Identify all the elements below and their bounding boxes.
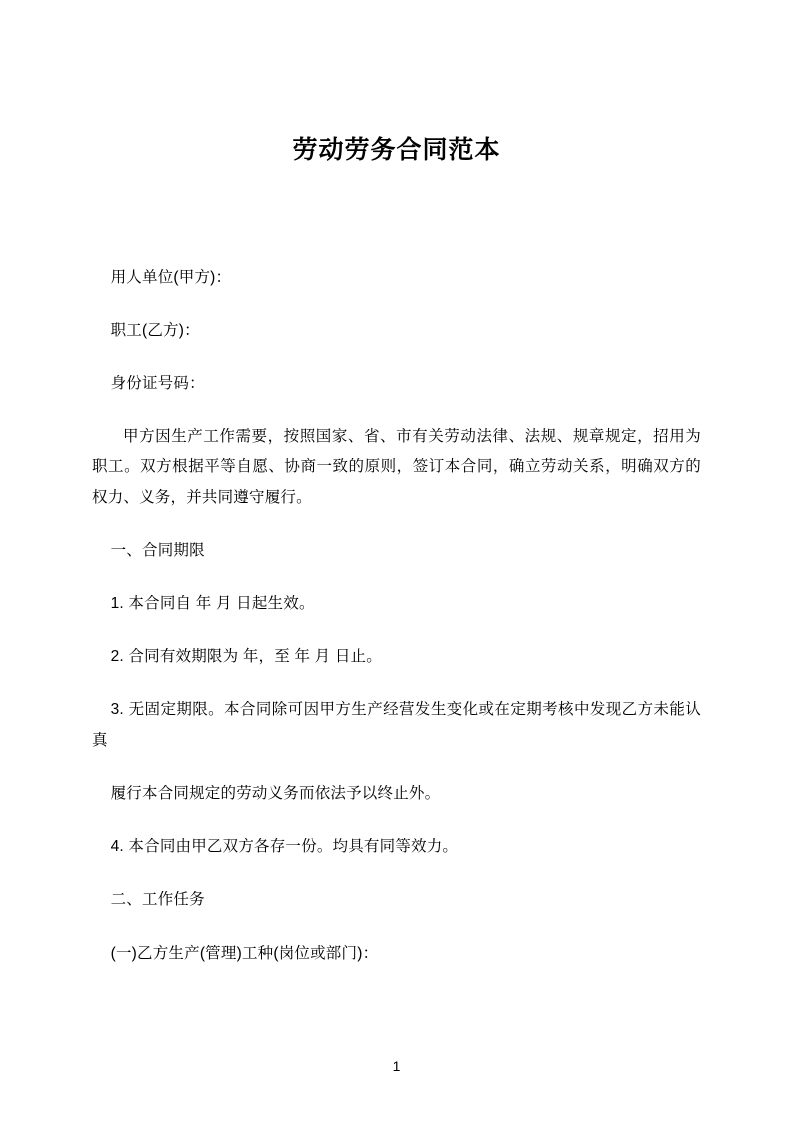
paragraph-clause-1-3-continued: 履行本合同规定的劳动义务而依法予以终止外。	[110, 784, 441, 802]
page-title: 劳动劳务合同范本	[292, 136, 501, 164]
paragraph-clause-1-1: 1. 本合同自 年 月 日起生效。	[110, 595, 315, 613]
heading-section-1: 一、合同期限	[110, 541, 205, 559]
paragraph-employee: 职工(乙方)：	[110, 321, 200, 339]
document-body	[92, 263, 701, 969]
paragraph-preamble: 甲方因生产工作需要，按照国家、省、市有关劳动法律、法规、规章规定，招用为职工。双方根据平等自愿、协商一致的原则，签订本合同，确立劳动关系，明确双方的权力、义务，并共同遵守履行。	[92, 428, 701, 506]
paragraph-clause-2-1: (一)乙方生产(管理)工种(岗位或部门)：	[110, 944, 379, 962]
paragraph-clause-1-3: 3. 无固定期限。本合同除可因甲方生产经营发生变化或在定期考核中发现乙方未能认真	[92, 701, 701, 749]
paragraph-id-number: 身份证号码：	[110, 374, 205, 392]
paragraph-employer: 用人单位(甲方)：	[110, 268, 232, 286]
page-number: 1	[392, 1058, 401, 1074]
paragraph-clause-1-2: 2. 合同有效期限为 年，至 年 月 日止。	[110, 648, 382, 666]
heading-section-2: 二、工作任务	[110, 891, 205, 909]
paragraph-clause-1-4: 4. 本合同由甲乙双方各存一份。均具有同等效力。	[110, 838, 459, 856]
